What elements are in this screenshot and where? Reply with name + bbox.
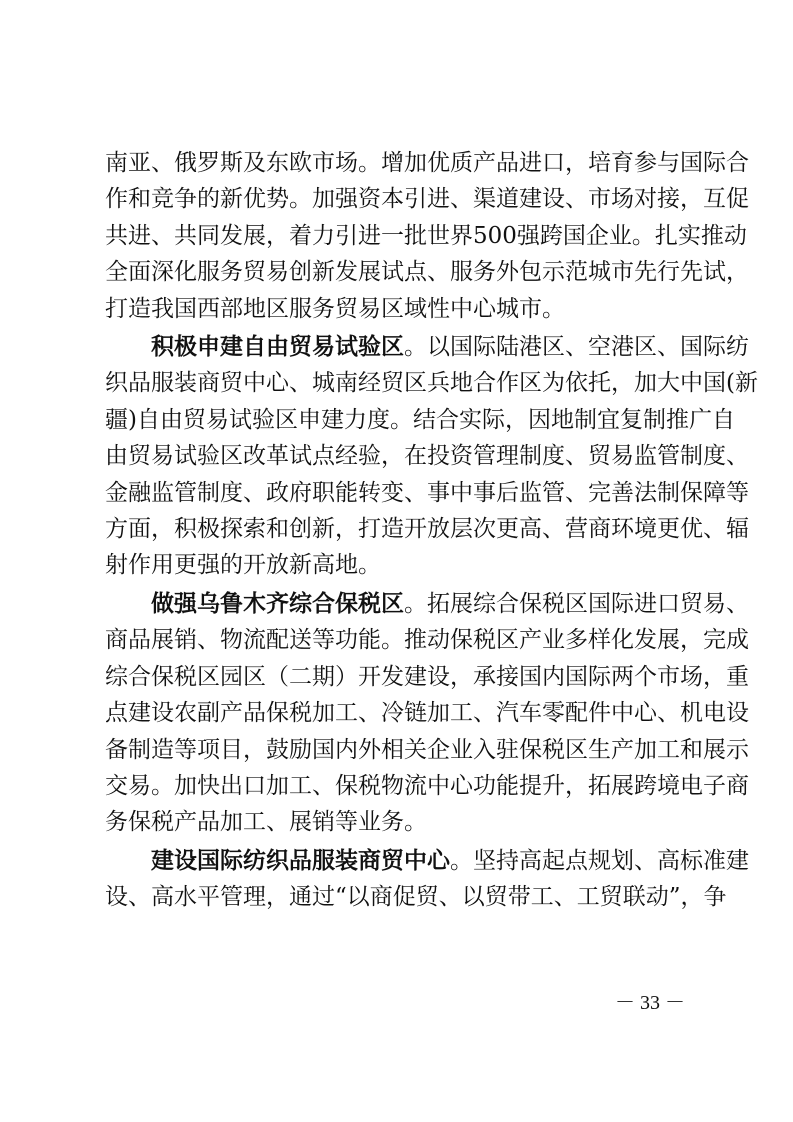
text-line: 南亚、俄罗斯及东欧市场。增加优质产品进口，培育参与国际合 [105, 150, 749, 176]
text-line: 织品服装商贸中心、城南经贸区兵地合作区为依托，加大中国(新 [105, 370, 758, 397]
text-line: 全面深化服务贸易创新发展试点、服务外包示范城市先行先试， [105, 259, 749, 286]
section-heading: 建设国际纺织品服装商贸中心 [151, 847, 450, 874]
page-number: － 33 － [615, 992, 685, 1014]
paragraph-trade-markets [105, 145, 749, 327]
heading-continuation: 。拓展综合保税区国际进口贸易、 [404, 590, 749, 617]
document-body [105, 145, 758, 916]
text-line [105, 329, 749, 365]
paragraph-free-trade-zone [105, 329, 758, 584]
text-line: 务保税产品加工、展销等业务。 [105, 809, 427, 836]
text-line: 设、高水平管理，通过“以商促贸、以贸带工、工贸联动”，争 [105, 884, 727, 911]
heading-continuation: 。以国际陆港区、空港区、国际纺 [404, 334, 749, 361]
paragraph-bonded-zone [105, 586, 749, 841]
text-line: 金融监管制度、政府职能转变、事中事后监管、完善法制保障等 [105, 479, 749, 506]
text-line: 射作用更强的开放新高地。 [105, 552, 381, 579]
section-heading: 积极申建自由贸易试验区 [151, 334, 404, 361]
section-heading: 做强乌鲁木齐综合保税区 [151, 590, 404, 617]
text-line: 备制造等项目，鼓励国内外相关企业入驻保税区生产加工和展示 [105, 736, 749, 763]
text-line: 作和竞争的新优势。加强资本引进、渠道建设、市场对接，互促 [105, 186, 749, 213]
text-line: 点建设农副产品保税加工、冷链加工、汽车零配件中心、机电设 [105, 700, 749, 727]
text-line [105, 843, 749, 879]
text-line: 方面，积极探索和创新，打造开放层次更高、营商环境更优、辐 [105, 516, 749, 543]
text-line: 共进、共同发展，着力引进一批世界500强跨国企业。扎实推动 [105, 222, 747, 249]
text-line [105, 586, 749, 622]
heading-continuation: 。坚持高起点规划、高标准建 [450, 847, 749, 874]
text-line: 打造我国西部地区服务贸易区域性中心城市。 [105, 295, 565, 322]
text-line: 交易。加快出口加工、保税物流中心功能提升，拓展跨境电子商 [105, 772, 749, 799]
text-line: 商品展销、物流配送等功能。推动保税区产业多样化发展，完成 [105, 627, 749, 654]
text-line: 疆)自由贸易试验区申建力度。结合实际，因地制宜复制推广自 [105, 406, 735, 433]
text-line: 由贸易试验区改革试点经验，在投资管理制度、贸易监管制度、 [105, 443, 749, 470]
text-line: 综合保税区园区（二期）开发建设，承接国内国际两个市场，重 [105, 663, 749, 690]
paragraph-textile-center [105, 843, 749, 916]
